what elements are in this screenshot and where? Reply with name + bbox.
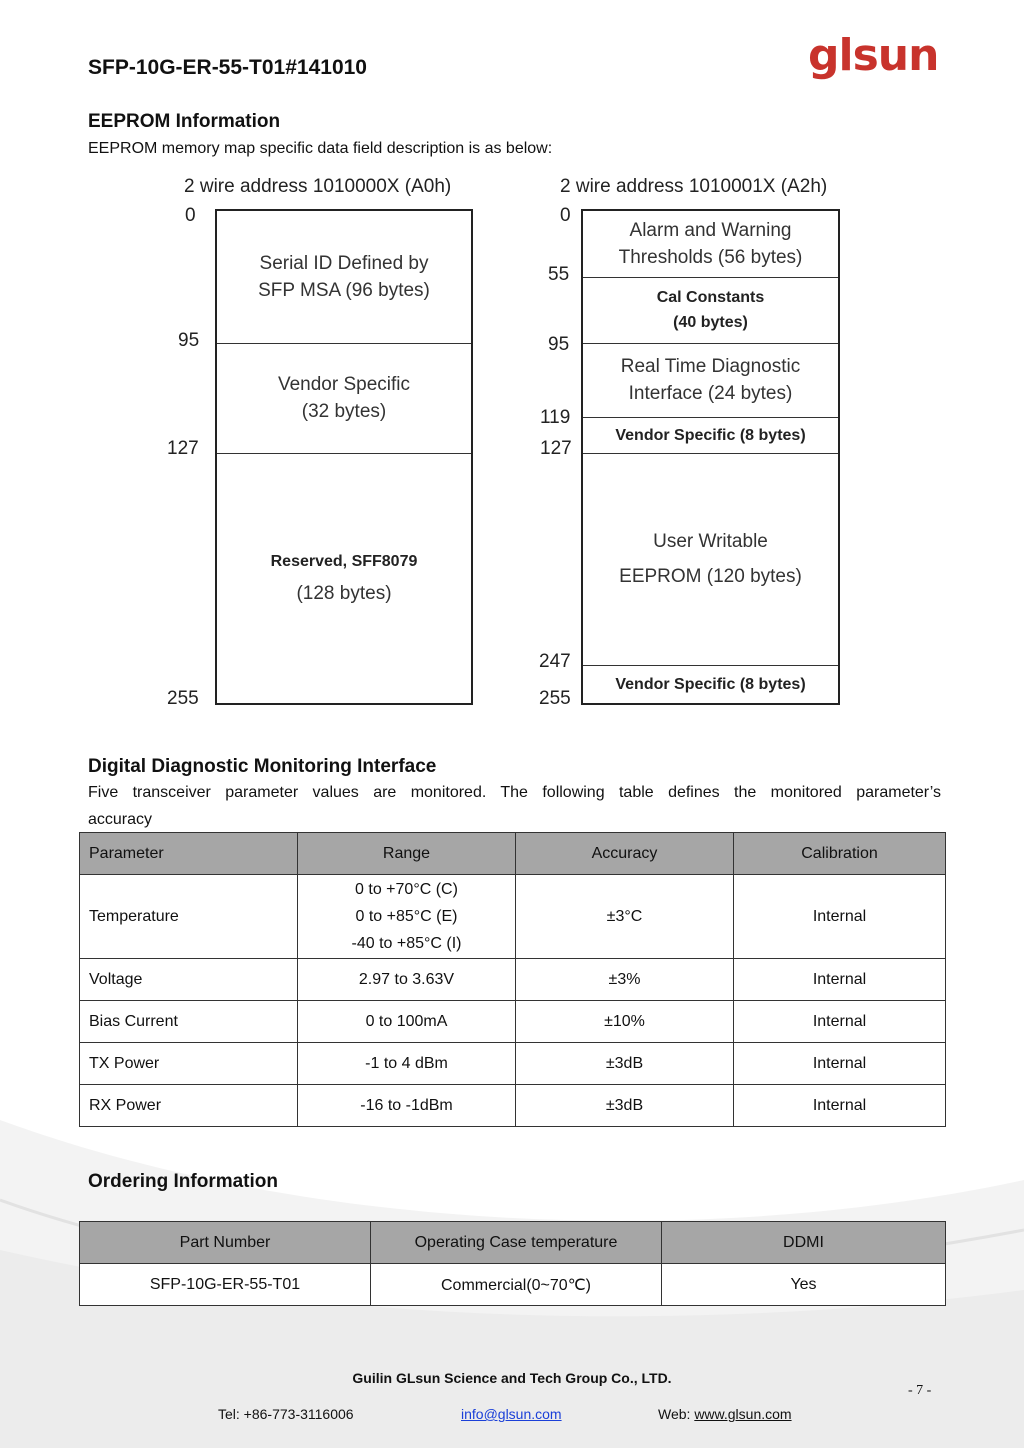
column-header: Part Number [80,1222,371,1264]
a0-block-vendor-specific [217,343,471,453]
footer-email-link[interactable]: info@glsun.com [461,1406,562,1422]
column-header: Parameter [80,833,298,875]
footer-web-label: Web: [658,1406,695,1422]
table-row [80,875,946,959]
block-text: SFP MSA (96 bytes) [258,280,430,301]
range-cell [298,875,516,959]
block-text: Real Time Diagnostic [620,356,801,377]
a0-offset: 255 [167,688,199,709]
a2-offset: 127 [540,438,572,459]
accuracy-cell: ±3% [516,959,734,1001]
glsun-logo [806,30,938,91]
a0-offset: 95 [178,330,200,351]
a2-offset: 247 [539,651,571,672]
footer-web [658,1406,792,1422]
block-text: Interface (24 bytes) [628,383,793,404]
logo-icon [806,30,938,86]
a2-offset: 95 [548,334,570,355]
range-cell: 2.97 to 3.63V [298,959,516,1001]
calibration-cell: Internal [734,1043,946,1085]
a2-offset: 0 [560,205,571,226]
block-text: Thresholds (56 bytes) [618,247,803,268]
block-text: (40 bytes) [673,314,748,331]
accuracy-cell: ±10% [516,1001,734,1043]
a2-address-label: 2 wire address 1010001X (A2h) [560,176,828,197]
ddm-table [79,832,946,1127]
range-line: 0 to +85°C (E) [355,908,458,925]
table-row [80,1085,946,1127]
a0-block-serial-id [217,211,471,343]
ordering-table [79,1221,946,1306]
table-row [80,1264,946,1306]
table-header-row [80,833,946,875]
param-cell: TX Power [80,1043,298,1085]
accuracy-cell: ±3dB [516,1085,734,1127]
a0-block-reserved [217,453,471,703]
ddm-intro: Five transceiver parameter values are monitored. The following table defines the monitored parameter’s [88,784,941,801]
accuracy-cell: ±3dB [516,1043,734,1085]
param-cell: Bias Current [80,1001,298,1043]
a2-block-user-writable [583,453,838,665]
block-text: (128 bytes) [296,583,392,604]
footer-company: Guilin GLsun Science and Tech Group Co., LTD. [352,1370,672,1386]
a2-block-alarm-thresholds [583,211,838,277]
calibration-cell: Internal [734,875,946,959]
a0-offset: 127 [167,438,199,459]
temperature-cell: Commercial(0~70℃) [371,1264,662,1306]
block-text: EEPROM (120 bytes) [619,566,802,587]
eeprom-heading: EEPROM Information [88,111,281,132]
a2-offset: 255 [539,688,571,709]
block-text: Serial ID Defined by [259,253,429,274]
ddm-heading: Digital Diagnostic Monitoring Interface [88,756,437,777]
range-line: -40 to +85°C (I) [351,935,462,952]
param-cell: RX Power [80,1085,298,1127]
footer-tel: Tel: +86-773-3116006 [218,1406,354,1422]
range-cell: -16 to -1dBm [298,1085,516,1127]
eeprom-intro: EEPROM memory map specific data field description is as below: [88,140,553,157]
ddmi-cell: Yes [662,1264,946,1306]
column-header: Calibration [734,833,946,875]
page-number: - 7 - [908,1383,932,1398]
column-header: Operating Case temperature [371,1222,662,1264]
a2-memory-map [581,209,840,705]
block-text: Vendor Specific (8 bytes) [615,426,806,444]
part-number-cell: SFP-10G-ER-55-T01 [80,1264,371,1306]
block-text: Vendor Specific [277,374,411,395]
document-title: SFP-10G-ER-55-T01#141010 [88,56,367,79]
a2-block-vendor-specific-end [583,665,838,703]
footer-web-link[interactable]: www.glsun.com [694,1406,792,1422]
column-header: Accuracy [516,833,734,875]
range-cell: 0 to 100mA [298,1001,516,1043]
column-header: Range [298,833,516,875]
a2-offset: 119 [540,407,571,428]
column-header: DDMI [662,1222,946,1264]
calibration-cell: Internal [734,1085,946,1127]
block-text: (32 bytes) [301,401,387,422]
range-cell: -1 to 4 dBm [298,1043,516,1085]
a0-memory-map [215,209,473,705]
accuracy-cell: ±3°C [516,875,734,959]
block-text: Vendor Specific (8 bytes) [615,675,806,693]
calibration-cell: Internal [734,959,946,1001]
table-row [80,959,946,1001]
ddm-intro-continued: accuracy [88,811,153,828]
a2-block-cal-constants [583,277,838,343]
a0-address-label: 2 wire address 1010000X (A0h) [184,176,452,197]
a2-block-vendor-specific [583,417,838,453]
block-text: User Writable [653,531,768,552]
table-row [80,1001,946,1043]
table-row [80,1043,946,1085]
table-header-row [80,1222,946,1264]
block-text: Cal Constants [656,289,765,306]
ordering-heading: Ordering Information [88,1171,278,1192]
a2-block-real-time-diagnostic [583,343,838,417]
logo-wordmark: glsun [808,30,938,81]
range-line: 0 to +70°C (C) [355,881,458,898]
block-text: Alarm and Warning [629,220,792,241]
block-text: Reserved, SFF8079 [270,553,418,570]
param-cell: Temperature [80,875,298,959]
calibration-cell: Internal [734,1001,946,1043]
a2-offset: 55 [548,264,570,285]
a0-offset: 0 [185,205,196,226]
param-cell: Voltage [80,959,298,1001]
